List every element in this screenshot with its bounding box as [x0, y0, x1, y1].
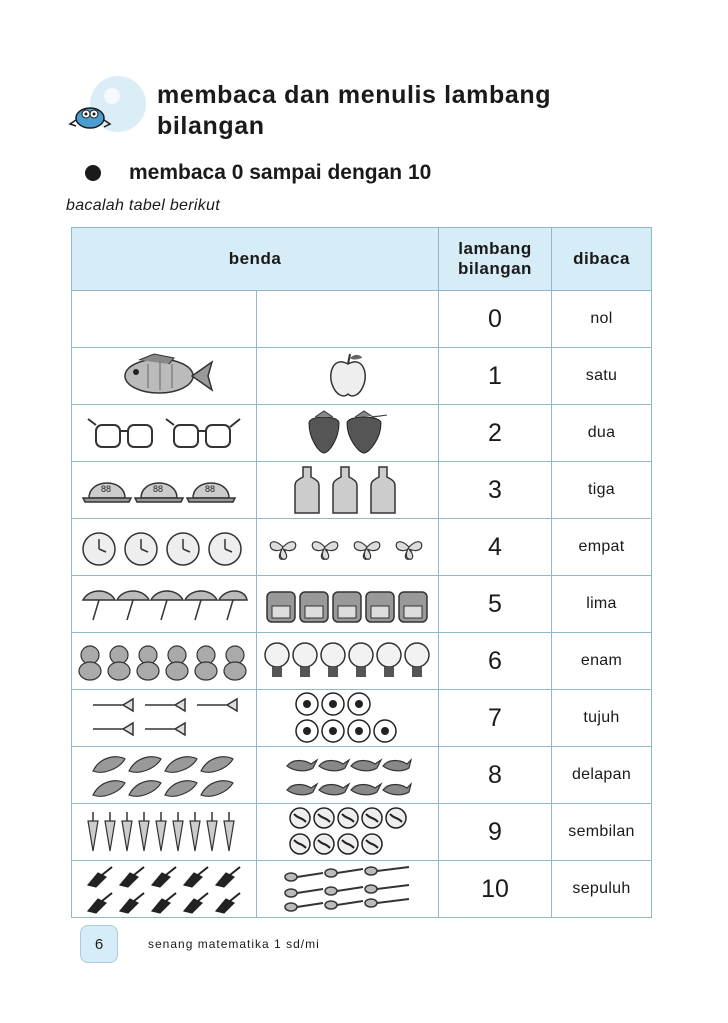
table-row — [72, 405, 652, 462]
table-row — [72, 462, 652, 519]
soccer-ball-icon — [293, 691, 403, 745]
items-cell — [72, 405, 257, 462]
bird-icon — [283, 750, 413, 800]
svg-text:88: 88 — [153, 484, 164, 494]
table-row — [72, 747, 652, 804]
word-cell: lima — [552, 576, 652, 633]
items-cell — [257, 462, 439, 519]
butterfly-icon — [263, 527, 433, 567]
word-cell: tiga — [552, 462, 652, 519]
book-title: senang matematika 1 sd/mi — [148, 937, 320, 951]
items-cell — [72, 576, 257, 633]
table-row — [72, 633, 652, 690]
fish-icon — [114, 352, 214, 400]
trumpet-icon — [89, 695, 239, 741]
word-cell: nol — [552, 291, 652, 348]
subheading-text: membaca 0 sampai dengan 10 — [129, 161, 432, 184]
items-cell — [257, 576, 439, 633]
word-cell: sepuluh — [552, 861, 652, 918]
table-row — [72, 348, 652, 405]
svg-text:88: 88 — [101, 484, 112, 494]
number-cell: 5 — [439, 576, 552, 633]
items-cell — [257, 519, 439, 576]
word-cell: delapan — [552, 747, 652, 804]
word-cell: satu — [552, 348, 652, 405]
items-cell — [257, 348, 439, 405]
trowel-icon — [84, 863, 244, 915]
header-lambang-bilangan — [439, 228, 552, 291]
items-cell — [72, 747, 257, 804]
page-title — [157, 80, 551, 142]
alarm-clock-icon — [79, 525, 249, 569]
items-cell — [72, 633, 257, 690]
items-cell — [257, 747, 439, 804]
header-benda: benda — [72, 228, 439, 291]
items-cell — [257, 861, 439, 918]
table-row — [72, 804, 652, 861]
carrot-icon — [84, 809, 244, 855]
table-row — [72, 690, 652, 747]
backpack-icon — [263, 582, 433, 626]
page-title-line1: membaca dan menulis lambang — [157, 81, 552, 109]
number-cell: 6 — [439, 633, 552, 690]
items-cell — [72, 690, 257, 747]
number-cell: 4 — [439, 519, 552, 576]
page-footer — [80, 925, 320, 963]
glasses-icon — [84, 411, 244, 455]
svg-text:88: 88 — [205, 484, 216, 494]
word-cell: enam — [552, 633, 652, 690]
items-cell — [257, 633, 439, 690]
items-cell — [257, 291, 439, 348]
word-cell: empat — [552, 519, 652, 576]
subheading — [85, 160, 431, 186]
word-cell: sembilan — [552, 804, 652, 861]
items-cell — [257, 405, 439, 462]
number-cell: 0 — [439, 291, 552, 348]
items-cell — [72, 519, 257, 576]
word-cell: tujuh — [552, 690, 652, 747]
number-cell: 8 — [439, 747, 552, 804]
items-cell — [72, 348, 257, 405]
number-cell: 7 — [439, 690, 552, 747]
items-cell — [72, 291, 257, 348]
table-row — [72, 861, 652, 918]
table-row — [72, 576, 652, 633]
table-row — [72, 291, 652, 348]
light-bulb-icon — [263, 639, 433, 683]
bottle-icon — [293, 465, 403, 515]
items-cell — [72, 861, 257, 918]
strawberry-icon — [303, 409, 393, 457]
leaf-icon — [89, 751, 239, 799]
number-cell: 1 — [439, 348, 552, 405]
items-cell — [72, 462, 257, 519]
apple-icon — [326, 352, 370, 400]
marble-icon — [288, 806, 408, 858]
number-table — [71, 227, 652, 918]
umbrella-icon — [79, 582, 249, 626]
header-lambang-line1: lambang — [458, 239, 532, 258]
header-lambang-line2: bilangan — [458, 259, 532, 278]
table-header-row — [72, 228, 652, 291]
mascot-illustration — [66, 76, 148, 140]
teddy-bear-icon — [76, 641, 252, 681]
cap-icon — [79, 468, 249, 512]
spoon-icon — [283, 865, 413, 913]
intro-text: bacalah tabel berikut — [66, 197, 220, 214]
number-cell: 3 — [439, 462, 552, 519]
page-title-line2: bilangan — [157, 112, 265, 140]
number-cell: 9 — [439, 804, 552, 861]
items-cell — [257, 804, 439, 861]
bullet-icon — [85, 165, 101, 181]
header-dibaca: dibaca — [552, 228, 652, 291]
number-cell: 2 — [439, 405, 552, 462]
items-cell — [72, 804, 257, 861]
word-cell: dua — [552, 405, 652, 462]
page-number: 6 — [80, 925, 118, 963]
number-cell: 10 — [439, 861, 552, 918]
table-row — [72, 519, 652, 576]
items-cell — [257, 690, 439, 747]
